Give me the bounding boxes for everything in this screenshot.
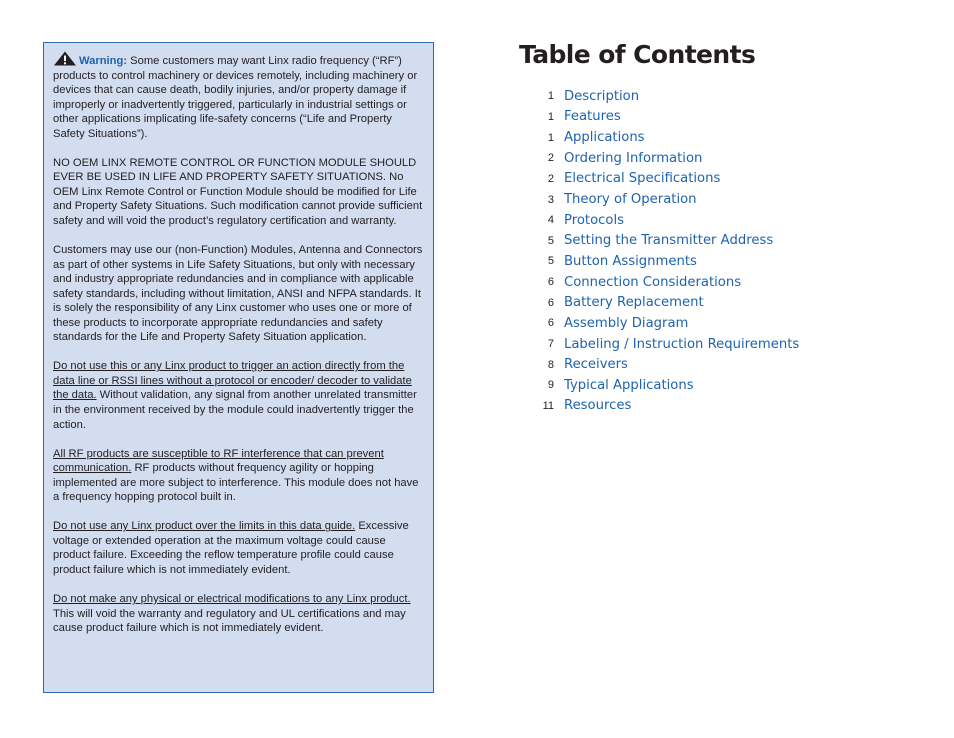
toc-page-number: 6 bbox=[547, 296, 554, 309]
toc-link[interactable]: Electrical Specifications bbox=[564, 171, 721, 187]
toc-link[interactable]: Setting the Transmitter Address bbox=[564, 233, 774, 249]
toc-entry[interactable] bbox=[530, 396, 799, 417]
toc-page-number: 5 bbox=[547, 234, 554, 247]
trigger-paragraph bbox=[53, 359, 424, 432]
toc-entry[interactable] bbox=[530, 272, 799, 293]
warning-triangle-icon bbox=[53, 51, 77, 66]
toc-link[interactable]: Labeling / Instruction Requirements bbox=[564, 336, 800, 352]
toc-page-number: 7 bbox=[547, 338, 554, 350]
toc-page-number: 5 bbox=[547, 255, 554, 268]
interference-paragraph bbox=[53, 447, 424, 505]
toc-page-number: 1 bbox=[547, 131, 554, 144]
toc-link[interactable]: Button Assignments bbox=[564, 253, 697, 269]
toc-entry[interactable] bbox=[530, 375, 799, 396]
warning-intro-paragraph bbox=[53, 51, 424, 141]
toc-entry[interactable] bbox=[530, 230, 799, 251]
toc-page-number: 2 bbox=[547, 172, 554, 185]
warning-panel bbox=[43, 42, 434, 693]
toc-entry[interactable] bbox=[530, 127, 799, 148]
toc-list bbox=[530, 86, 799, 416]
toc-page-number: 4 bbox=[547, 214, 554, 227]
toc-entry[interactable] bbox=[530, 292, 799, 313]
customers-paragraph: Customers may use our (non-Function) Modules, Antenna and Connectors as part of other systems in Life Safety Situations, but only with necessary and industry appropriate redundancies and in compliance with applicable safety standards, including without limitation, ANSI and NFPA standards. It is solely the responsibility of any Linx customer who uses one or more of these products to incorporate appropriate redundancies and safety standards for the Life and Property Safety Situation application. bbox=[53, 244, 423, 344]
toc-page-number: 9 bbox=[547, 379, 554, 392]
toc-entry[interactable] bbox=[530, 210, 799, 231]
toc-entry[interactable] bbox=[530, 169, 799, 190]
toc-entry[interactable] bbox=[530, 313, 799, 334]
modifications-paragraph bbox=[53, 592, 424, 636]
modifications-body: This will void the warranty and regulatory and UL certifications and may cause product failure which is not immediately evident. bbox=[53, 607, 406, 635]
toc-entry[interactable] bbox=[530, 354, 799, 375]
toc-page-number: 1 bbox=[547, 110, 554, 123]
interference-body: RF products without frequency agility or hopping implemented are more subject to interference. This module does not have a frequency hopping protocol built in. bbox=[53, 462, 419, 504]
toc-link[interactable]: Assembly Diagram bbox=[564, 315, 689, 331]
toc-link[interactable]: Applications bbox=[564, 130, 645, 146]
toc-link[interactable]: Theory of Operation bbox=[564, 192, 697, 208]
oem-body: No OEM Linx Remote Control or Function Module should be modified for Life and Property Safety Situations. Such modification cannot provide sufficient safety and will void the product’s regulatory certification and warranty. bbox=[53, 171, 423, 227]
toc-page-number: 8 bbox=[547, 358, 554, 371]
toc-entry[interactable] bbox=[530, 86, 799, 107]
toc-link[interactable]: Features bbox=[564, 109, 621, 125]
limits-heading: Do not use any Linx product over the limits in this data guide. bbox=[53, 520, 356, 533]
toc-link[interactable]: Receivers bbox=[564, 357, 628, 373]
oem-heading: NO OEM LINX REMOTE CONTROL OR FUNCTION MODULE SHOULD EVER BE USED IN LIFE AND PROPERTY SAFETY SITUATIONS. bbox=[53, 156, 417, 184]
toc-entry[interactable] bbox=[530, 107, 799, 128]
trigger-body: Without validation, any signal from another unrelated transmitter in the environment received by the module could inadvertently trigger the action. bbox=[53, 389, 417, 431]
trigger-heading: Do not use this or any Linx product to trigger an action directly from the data line or RSSI lines without a protocol or encoder/ decoder to validate the data. bbox=[53, 360, 412, 402]
toc-link[interactable]: Typical Applications bbox=[564, 377, 694, 393]
toc-entry[interactable] bbox=[530, 334, 799, 355]
warning-intro-text: Some customers may want Linx radio frequency (“RF”) products to control machinery or devices remotely, including machinery or devices that can cause death, bodily injuries, and/or property damage if improperly or inadvertently triggered, particularly in industrial settings or other applications implicating life-safety concerns (“Life and Property Safety Situations”). bbox=[53, 55, 418, 140]
oem-paragraph bbox=[53, 156, 424, 229]
toc-entry[interactable] bbox=[530, 251, 799, 272]
toc-page-number: 3 bbox=[547, 193, 554, 206]
toc-link[interactable]: Description bbox=[564, 88, 640, 104]
toc-link[interactable]: Ordering Information bbox=[564, 150, 703, 166]
toc-page-number: 6 bbox=[547, 317, 554, 330]
interference-heading: All RF products are susceptible to RF interference that can prevent communication. bbox=[53, 447, 384, 475]
warning-title: Warning: bbox=[79, 55, 128, 67]
toc-page-number: 6 bbox=[547, 276, 554, 289]
toc-link[interactable]: Resources bbox=[564, 398, 632, 414]
toc-page-number: 1 bbox=[547, 90, 554, 103]
limits-paragraph bbox=[53, 519, 424, 577]
toc-link[interactable]: Protocols bbox=[564, 212, 625, 228]
modifications-heading: Do not make any physical or electrical modifications to any Linx product. bbox=[53, 592, 411, 605]
toc-entry[interactable] bbox=[530, 189, 799, 210]
toc-link[interactable]: Connection Considerations bbox=[564, 274, 742, 290]
toc-entry[interactable] bbox=[530, 148, 799, 169]
limits-body: Excessive voltage or extended operation at the maximum voltage could cause product failure. Exceeding the reflow temperature profile could cause product failure which is not immediately evident. bbox=[53, 520, 409, 576]
toc-title: Table of Contents bbox=[519, 40, 756, 69]
toc-page-number: 11 bbox=[542, 399, 554, 412]
toc-link[interactable]: Battery Replacement bbox=[564, 295, 704, 311]
toc-page-number: 2 bbox=[547, 152, 554, 165]
